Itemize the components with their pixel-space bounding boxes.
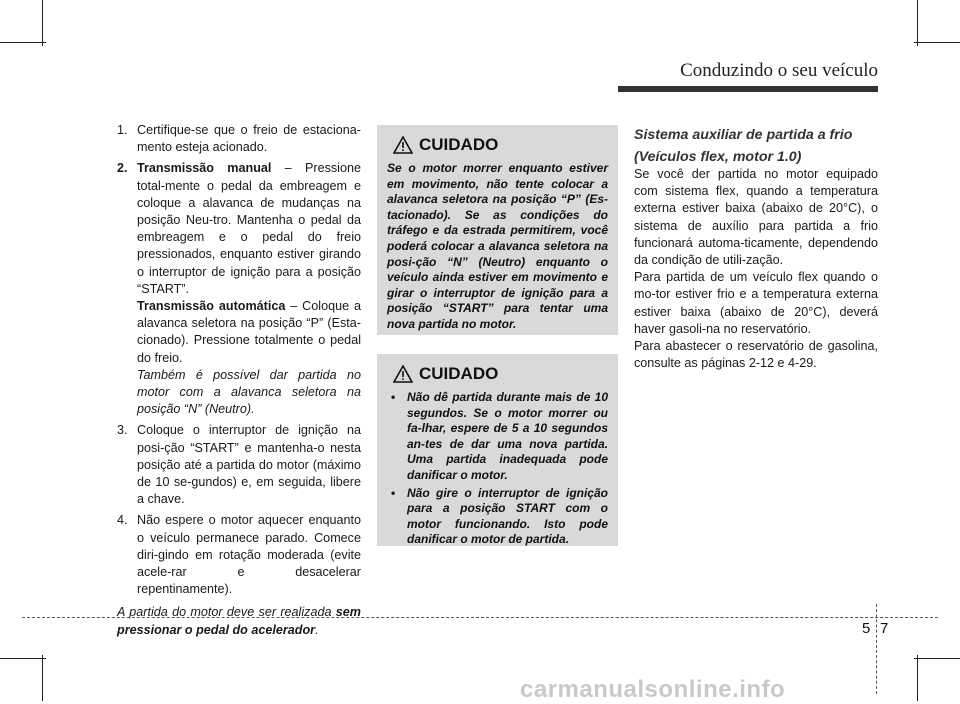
section-title: Conduzindo o seu veículo <box>680 60 878 81</box>
footer-divider <box>22 617 938 618</box>
header-bar <box>618 86 878 92</box>
closing-italic: A partida do motor deve ser realizada <box>117 605 336 620</box>
automatic-label: Transmissão automática <box>137 299 286 314</box>
crop-mark <box>0 658 46 659</box>
step-number: 1. <box>117 123 128 137</box>
step-text: Certifique-se que o freio de estaciona-mento esteja acionado. <box>137 123 361 155</box>
section-heading <box>634 124 884 168</box>
paragraph: Para partida de um veículo flex quando o mo-tor estiver frio e a temperatura externa estiver baixa (abaixo de 20°C), deverá haver gasoli-na no reservatório. <box>634 270 878 336</box>
crop-mark <box>0 42 46 43</box>
closing-bold: sem pressionar o pedal do acelerador <box>117 605 361 637</box>
step-4 <box>117 512 361 598</box>
automatic-text: – Coloque a alavanca seletora na posição “P” (Esta-cionado). Pressione totalmente o pedal do freio. <box>137 299 361 365</box>
caution-bullets <box>387 390 608 548</box>
step-3 <box>117 422 361 508</box>
heading-line: Sistema auxiliar de partida a frio <box>634 127 853 143</box>
watermark: carmanualsonline.info <box>520 676 786 703</box>
caution-header <box>393 135 608 155</box>
step-number: 4. <box>117 513 128 528</box>
step-number: 3. <box>117 423 128 438</box>
caution-title: CUIDADO <box>419 364 499 383</box>
closing-note <box>117 604 361 638</box>
closing-end: . <box>315 622 319 637</box>
caution-box-2 <box>377 354 618 546</box>
crop-mark <box>914 42 960 43</box>
right-column <box>634 166 878 372</box>
step-text: Não espere o motor aquecer enquanto o veículo permanece parado. Comece diri-gindo em rotação moderada (evite acele-rar e desacelerar repentinamente). <box>137 513 361 597</box>
caution-bullet: • Não gire o interruptor de ignição para a posição START com o motor funcionando. Isto pode danificar o motor de partida. <box>387 486 608 548</box>
crop-mark <box>917 0 918 46</box>
crop-mark <box>914 658 960 659</box>
warning-triangle-icon <box>393 365 413 383</box>
crop-mark <box>42 655 43 701</box>
manual-label: Transmissão manual <box>137 161 272 176</box>
left-column <box>117 122 361 639</box>
automatic-note: Também é possível dar partida no motor com a alavanca seletora na posição “N” (Neutro). <box>137 367 361 417</box>
step-text: Coloque o interruptor de ignição na posi-ção “START” e mantenha-o nesta posição até a partida do motor (máximo de 10 se-gundos) e, em seguida, libere a chave. <box>137 423 361 507</box>
heading-line: (Veículos flex, motor 1.0) <box>634 149 802 165</box>
step-2 <box>117 160 361 418</box>
page-number: 7 <box>880 620 889 637</box>
caution-bullet: • Não dê partida durante mais de 10 segundos. Se o motor morrer ou fa-lhar, espere de 5 a 10 segundos an-tes de dar uma nova partida. Uma partida inadequada pode danificar o motor. <box>387 390 608 484</box>
paragraph: Para abastecer o reservatório de gasolina, consulte as páginas 2-12 e 4-29. <box>634 339 878 371</box>
warning-triangle-icon <box>393 136 413 154</box>
caution-text: Se o motor morrer enquanto estiver em movimento, não tente colocar a alavanca seletora na posição “P” (Es-tacionado). Se as condições do tráfego e da estrada permitirem, você poderá colocar a alavanca seletora na posi-ção “N” (Neutro) enquanto o veículo ainda estiver em movimento e girar o interruptor de ignição para a posição “START” para tentar uma nova partida no motor. <box>387 161 608 331</box>
footer-divider-vertical <box>876 604 877 694</box>
chapter-number: 5 <box>862 620 871 637</box>
caution-header <box>393 364 608 384</box>
step-number: 2. <box>117 161 128 176</box>
crop-mark <box>42 0 43 46</box>
paragraph: Se você der partida no motor equipado com sistema flex, quando a temperatura externa estiver baixa (abaixo de 20°C), o sistema de auxílio para partida a frio funcionará automa-ticamente, dependendo da condição de utili-zação. <box>634 167 878 268</box>
crop-mark <box>917 655 918 701</box>
step-1 <box>117 122 361 156</box>
caution-title: CUIDADO <box>419 135 499 154</box>
manual-text: – Pressione total-mente o pedal da embreagem e coloque a alavanca de mudanças na posição Neu-tro. Mantenha o pedal da embreagem e o pedal do freio pressionados, enquanto estiver girando o interruptor de ignição para a posição “START”. <box>137 161 361 296</box>
caution-box-1 <box>377 125 618 335</box>
